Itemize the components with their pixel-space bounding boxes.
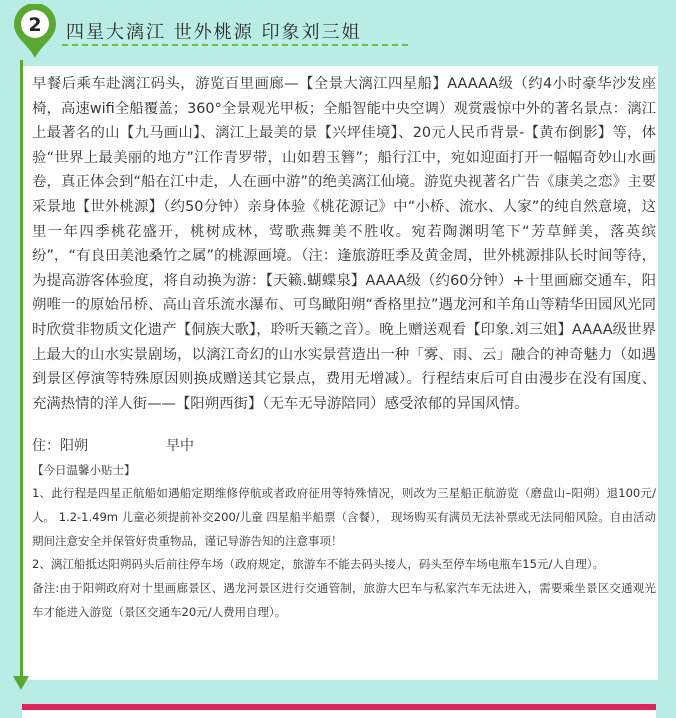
itinerary-content bbox=[32, 72, 656, 625]
tip-item: 2、漓江船抵达阳朔码头后前往停车场（政府规定，旅游车不能去码头接人，码头至停车场电瓶车15元/人自理）。 bbox=[32, 557, 605, 572]
tip-item: 1、此行程是四星正航船如遇船定期维修停航或者政府征用等特殊情况，则改为三星船正航游览（磨盘山–阳朔）退100元/人。 1.2-1.49m 儿童必须提前补交200/儿童 四星船半船票（含餐）， 现场购买有满员无法补票或无法同船风险。自由活动期间注意安全并保管好贵重物品，谨记导游告知的注意事项！ bbox=[32, 486, 656, 548]
next-section-card bbox=[22, 710, 656, 718]
accommodation-label: 住：阳朔 bbox=[32, 438, 88, 455]
timeline-arrow-icon bbox=[13, 676, 29, 690]
meal-label: 早中 bbox=[166, 438, 194, 455]
accommodation-meal-row bbox=[32, 436, 656, 456]
tip-item: 备注:由于阳朔政府对十里画廊景区、遇龙河景区进行交通管制，旅游大巴车与私家汽车无法进入，需要乘坐景区交通观光车才能进入游览（景区交通车20元/人费用自理）。 bbox=[32, 581, 656, 619]
title-underline bbox=[62, 44, 408, 46]
step-number: 2 bbox=[28, 14, 42, 36]
section-header bbox=[0, 0, 676, 58]
tips-title: 【今日温馨小贴士】 bbox=[32, 463, 136, 478]
map-pin-icon bbox=[10, 4, 60, 60]
itinerary-description: 早餐后乘车赴漓江码头，游览百里画廊—【全景大漓江四星船】AAAAA级（约4小时豪华沙发座椅，高速wifi全船覆盖；360°全景观光甲板；全船智能中央空调）观赏震惊中外的著名景点：漓江上最著名的山【九马画山】、漓江上最美的景【兴坪佳境】、20元人民币背景-【黄布倒影】等，体验“世界上最美丽的地方”江作青罗带，山如碧玉簪”；船行江中，宛如迎面打开一幅幅奇妙山水画卷，真正体会到“船在江中走，人在画中游”的绝美漓江仙境。游览央视著名广告《康美之恋》主要采景地【世外桃源】（约50分钟）亲身体验《桃花源记》中“小桥、流水、人家”的纯自然意境，这里一年四季桃花盛开，桃树成林，莺歌燕舞美不胜收。宛若陶渊明笔下“芳草鲜美，落英缤纷”，“有良田美池桑竹之属”的桃源画境。（注：逢旅游旺季及黄金周，世外桃源排队长时间等待，为提高游客体验度，将自动换为游：【天籁.蝴蝶泉】AAAA级（约60分钟）+十里画廊交通车，阳朔唯一的原始吊桥、高山音乐流水瀑布、可鸟瞰阳朔“香格里拉”遇龙河和羊角山等精华田园风光同时欣赏非物质文化遗产【侗族大歌】，聆听天籁之音）。晚上赠送观看【印象.刘三姐】AAAA级世界上最大的山水实景剧场，以漓江奇幻的山水实景营造出一种「雾、雨、云」融合的神奇魅力（如遇到景区停演等特殊原因则换成赠送其它景点，费用无增减）。行程结束后可自由漫步在没有国度、充满热情的洋人街——【阳朔西街】（无车无导游陪同）感受浓郁的异国风情。 bbox=[32, 76, 656, 412]
timeline-line bbox=[20, 60, 23, 680]
section-title: 四星大漓江 世外桃源 印象刘三姐 bbox=[66, 22, 362, 43]
